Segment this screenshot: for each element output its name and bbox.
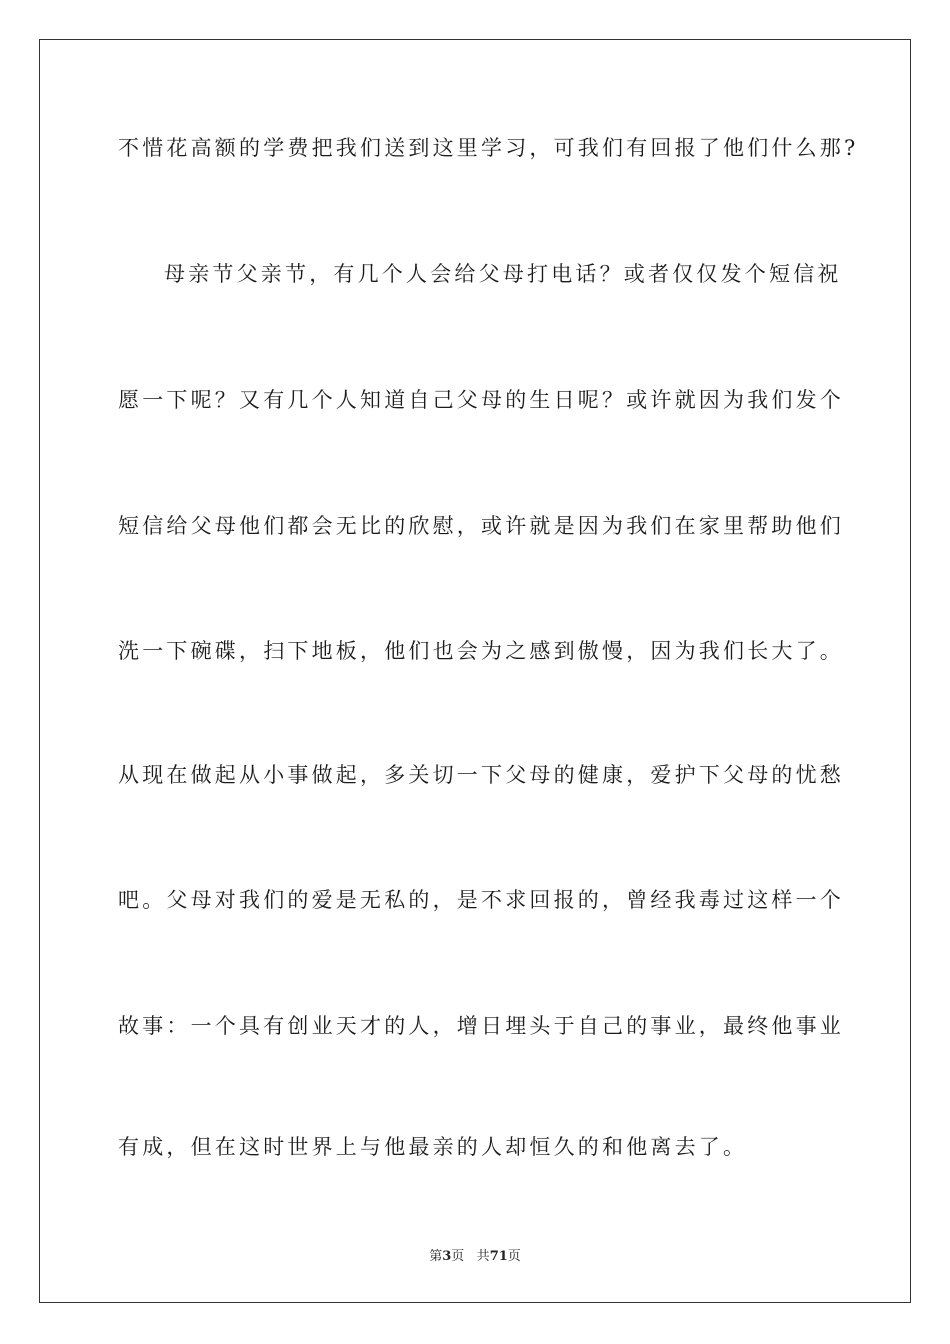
paragraph-line-5: 洗一下碗碟，扫下地板，他们也会为之感到傲慢，因为我们长大了。 [118, 639, 844, 663]
paragraph-line-9: 有成，但在这时世界上与他最亲的人却恒久的和他离去了。 [118, 1135, 748, 1159]
page-border [39, 39, 911, 1303]
footer-page-number: 3 [442, 1249, 452, 1264]
page-footer [0, 1245, 950, 1264]
footer-total-suffix: 页 [507, 1249, 521, 1264]
paragraph-line-6: 从现在做起从小事做起，多关切一下父母的健康，爱护下父母的忧愁 [118, 763, 844, 787]
paragraph-line-4: 短信给父母他们都会无比的欣慰，或许就是因为我们在家里帮助他们 [118, 514, 844, 538]
paragraph-line-3: 愿一下呢？又有几个人知道自己父母的生日呢？或许就因为我们发个 [118, 388, 844, 412]
paragraph-line-8: 故事：一个具有创业天才的人，增日埋头于自己的事业，最终他事业 [118, 1014, 844, 1038]
footer-total-pages: 71 [489, 1249, 508, 1264]
paragraph-line-7: 吧。父母对我们的爱是无私的，是不求回报的，曾经我毒过这样一个 [118, 888, 844, 912]
footer-total-prefix: 共 [476, 1249, 490, 1264]
paragraph-line-1: 不惜花高额的学费把我们送到这里学习，可我们有回报了他们什么那? [118, 136, 859, 160]
paragraph-line-2: 母亲节父亲节，有几个人会给父母打电话？或者仅仅发个短信祝 [164, 262, 842, 286]
footer-page-suffix: 页 [451, 1249, 465, 1264]
footer-page-prefix: 第 [429, 1249, 443, 1264]
